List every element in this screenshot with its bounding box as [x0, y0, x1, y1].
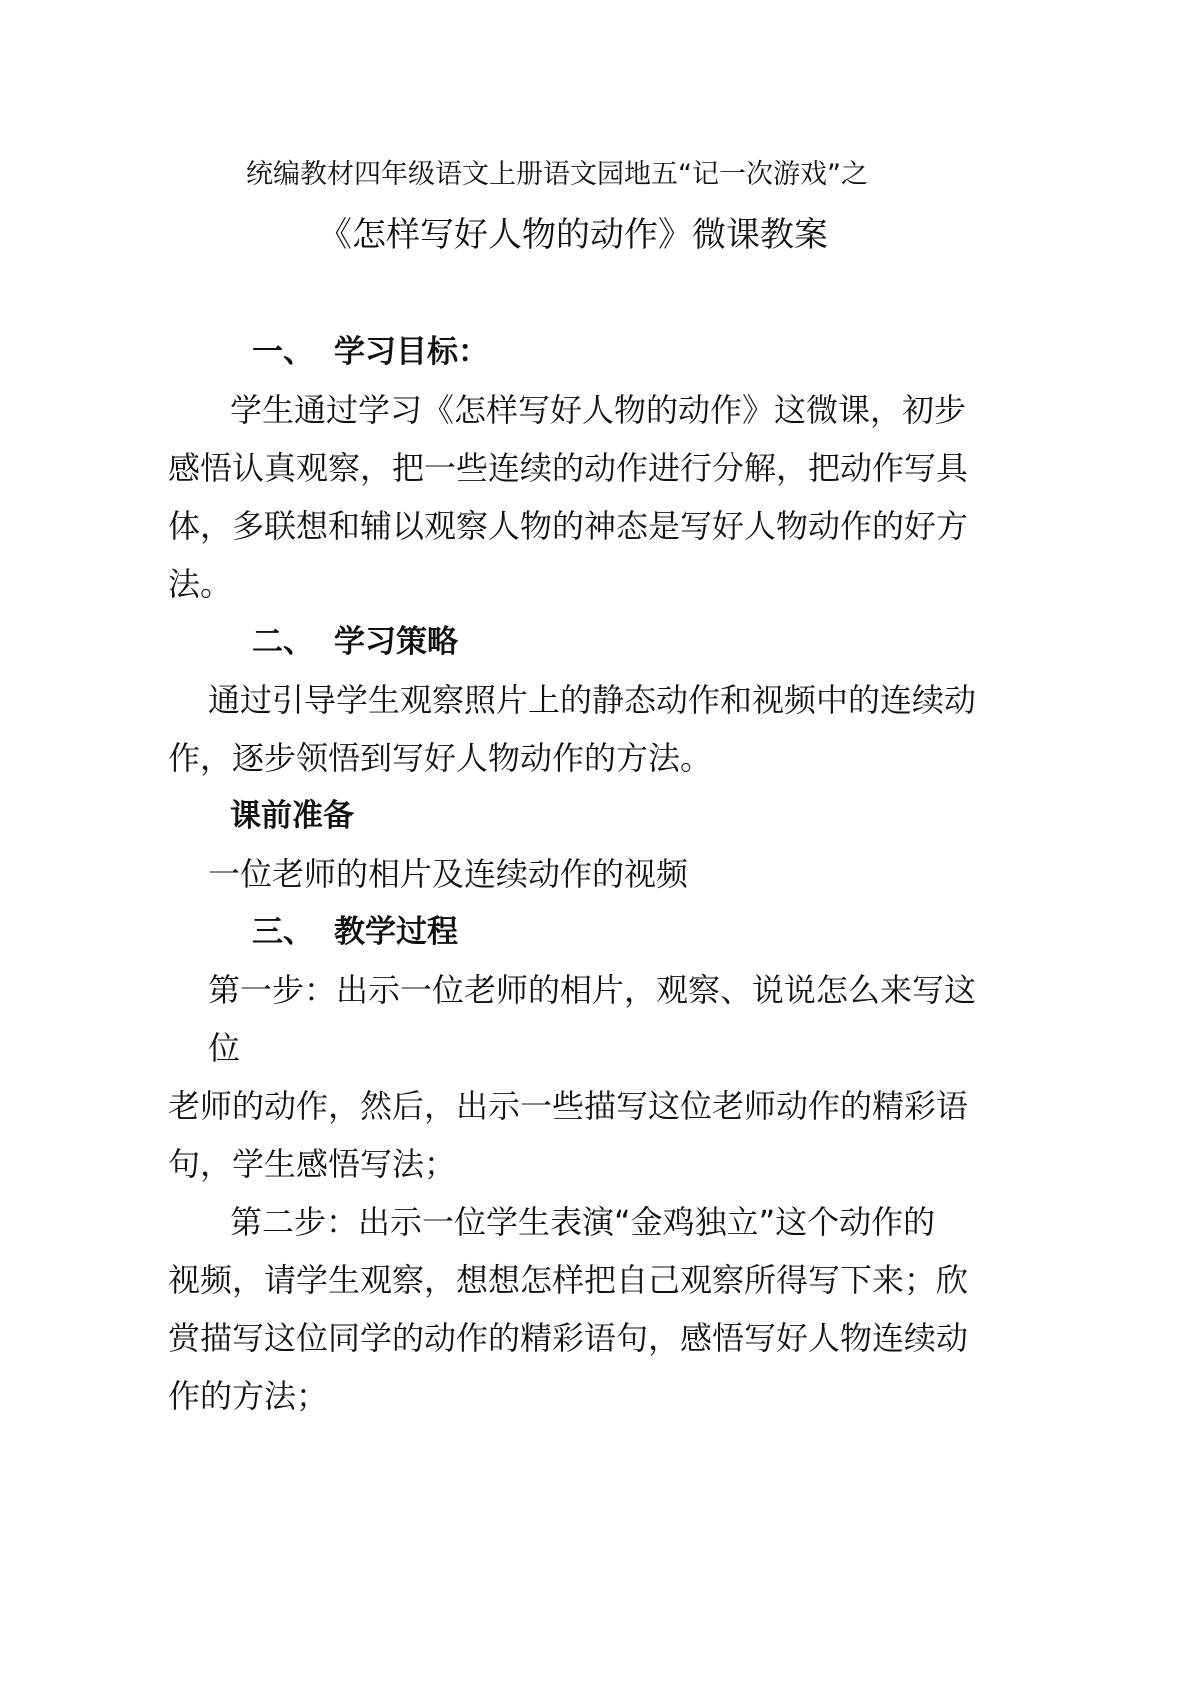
section-title: 教学过程 [334, 914, 458, 950]
section-number: 二、 [252, 624, 314, 660]
section-title: 学习策略 [334, 624, 458, 660]
section-heading-prep: 课前准备 [230, 798, 354, 834]
section-title: 学习目标： [334, 334, 489, 370]
section-heading-process [252, 912, 458, 952]
paragraph-line: 老师的动作，然后，出示一些描写这位老师动作的精彩语 [168, 1087, 969, 1125]
section-number: 一、 [252, 334, 314, 370]
paragraph-line: 第一步：出示一位老师的相片，观察、说说怎么来写这 [208, 971, 977, 1009]
section-number: 三、 [252, 914, 314, 950]
paragraph-line: 作，逐步领悟到写好人物动作的方法。 [168, 739, 713, 777]
paragraph-line: 学生通过学习《怎样写好人物的动作》这微课，初步 [230, 391, 967, 429]
paragraph-line: 一位老师的相片及连续动作的视频 [208, 855, 689, 893]
paragraph-line: 位 [208, 1029, 241, 1067]
paragraph-line: 第二步：出示一位学生表演“金鸡独立”这个动作的 [230, 1203, 936, 1241]
paragraph-line: 赏描写这位同学的动作的精彩语句，感悟写好人物连续动 [168, 1319, 969, 1357]
section-heading-strategy [252, 622, 458, 662]
paragraph-line: 法。 [168, 565, 233, 603]
paragraph-line: 句，学生感悟写法； [168, 1145, 457, 1183]
paragraph-line: 作的方法； [168, 1377, 329, 1415]
document-title: 《怎样写好人物的动作》微课教案 [318, 215, 828, 255]
paragraph-line: 体，多联想和辅以观察人物的神态是写好人物动作的好方 [168, 507, 969, 545]
paragraph-line: 感悟认真观察，把一些连续的动作进行分解，把动作写具 [168, 449, 969, 487]
document-subtitle: 统编教材四年级语文上册语文园地五“记一次游戏”之 [246, 159, 868, 190]
paragraph-line: 视频，请学生观察，想想怎样把自己观察所得写下来；欣 [168, 1261, 969, 1299]
section-heading-goals [252, 332, 489, 372]
paragraph-line: 通过引导学生观察照片上的静态动作和视频中的连续动 [208, 681, 977, 719]
